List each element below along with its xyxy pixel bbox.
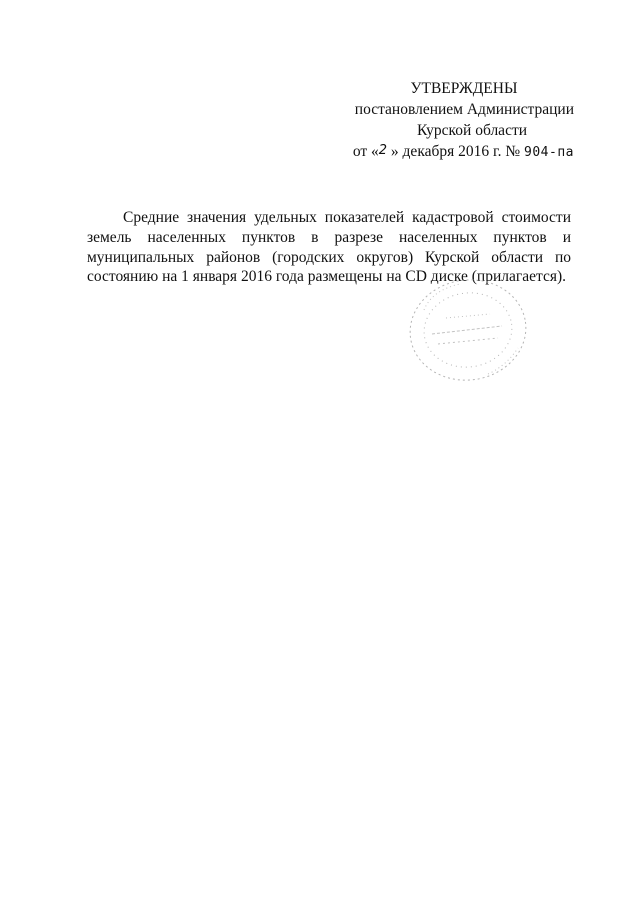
date-day-handwritten: 2 (378, 143, 388, 158)
official-seal-icon (402, 270, 534, 388)
main-paragraph: Средние значения удельных показателей кадастровой стоимости земель населенных пунктов в разрезе населенных пунктов и муниципальных районов (городских округов) Курской области по состоянию на 1 января 2016 года размещены на CD диске (прилагается). (87, 209, 571, 286)
approval-region: Курской области (416, 122, 528, 139)
date-rest: » декабря 2016 г. № (387, 143, 525, 160)
approval-date (324, 141, 574, 163)
document-number: 904-па (524, 145, 574, 160)
date-prefix: от « (352, 143, 379, 160)
approval-title: УТВЕРЖДЕНЫ (410, 80, 518, 97)
approval-block (324, 78, 574, 163)
approval-issuer: постановлением Администрации (354, 101, 574, 118)
